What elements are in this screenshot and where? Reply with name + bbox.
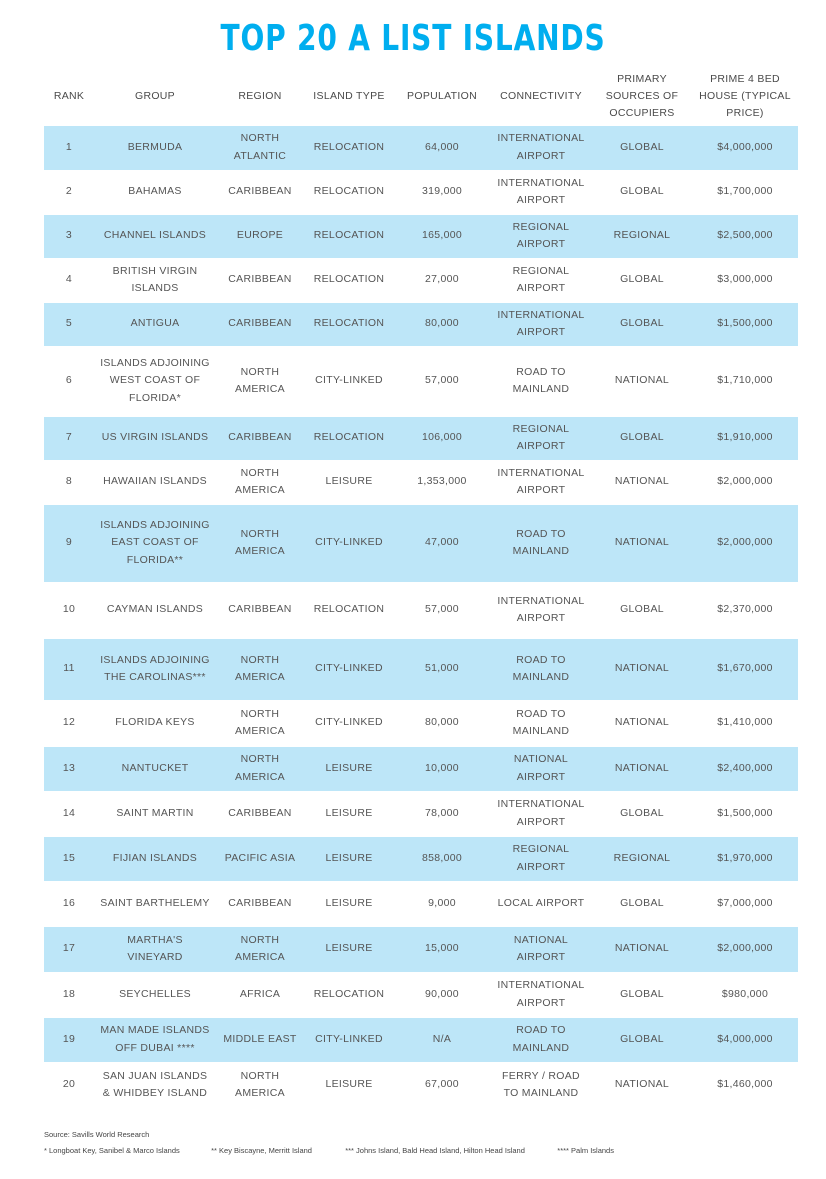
table-row xyxy=(44,926,798,972)
cell-island-type: CITY-LINKED xyxy=(304,504,394,582)
cell-connectivity: NATIONAL AIRPORT xyxy=(490,926,592,972)
cell-region: EUROPE xyxy=(216,214,304,258)
cell-connectivity: INTERNATIONAL AIRPORT xyxy=(490,170,592,214)
cell-rank: 10 xyxy=(44,582,94,638)
cell-population: 9,000 xyxy=(394,881,490,926)
cell-population: 80,000 xyxy=(394,302,490,346)
cell-group: ANTIGUA xyxy=(94,302,216,346)
cell-connectivity: FERRY / ROAD TO MAINLAND xyxy=(490,1062,592,1108)
cell-region: AFRICA xyxy=(216,972,304,1017)
cell-island-type: RELOCATION xyxy=(304,126,394,170)
cell-connectivity: ROAD TO MAINLAND xyxy=(490,504,592,582)
table-row xyxy=(44,258,798,302)
table-row xyxy=(44,638,798,700)
cell-price: $1,970,000 xyxy=(692,836,798,881)
cell-island-type: RELOCATION xyxy=(304,258,394,302)
table-row xyxy=(44,126,798,170)
cell-occupiers: NATIONAL xyxy=(592,1062,692,1108)
cell-group: SEYCHELLES xyxy=(94,972,216,1017)
cell-population: 78,000 xyxy=(394,791,490,836)
cell-rank: 7 xyxy=(44,416,94,460)
cell-population: 106,000 xyxy=(394,416,490,460)
cell-region: CARIBBEAN xyxy=(216,302,304,346)
cell-population: 64,000 xyxy=(394,126,490,170)
cell-island-type: LEISURE xyxy=(304,460,394,504)
cell-connectivity: REGIONAL AIRPORT xyxy=(490,258,592,302)
cell-island-type: RELOCATION xyxy=(304,972,394,1017)
cell-occupiers: NATIONAL xyxy=(592,504,692,582)
cell-population: 47,000 xyxy=(394,504,490,582)
cell-island-type: LEISURE xyxy=(304,746,394,791)
cell-connectivity: ROAD TO MAINLAND xyxy=(490,638,592,700)
cell-group: ISLANDS ADJOINING WEST COAST OF FLORIDA* xyxy=(94,346,216,416)
cell-population: 1,353,000 xyxy=(394,460,490,504)
cell-price: $2,500,000 xyxy=(692,214,798,258)
cell-island-type: RELOCATION xyxy=(304,582,394,638)
table-row xyxy=(44,170,798,214)
cell-island-type: RELOCATION xyxy=(304,170,394,214)
footnote-4: **** Palm Islands xyxy=(557,1146,614,1155)
cell-population: 10,000 xyxy=(394,746,490,791)
header-region: REGION xyxy=(238,89,282,102)
header-connectivity: CONNECTIVITY xyxy=(500,89,582,102)
cell-island-type: CITY-LINKED xyxy=(304,346,394,416)
cell-rank: 2 xyxy=(44,170,94,214)
cell-group: CHANNEL ISLANDS xyxy=(94,214,216,258)
cell-occupiers: NATIONAL xyxy=(592,746,692,791)
footnote-3: *** Johns Island, Bald Head Island, Hilton Head Island xyxy=(345,1146,525,1155)
cell-population: 57,000 xyxy=(394,346,490,416)
cell-group: BAHAMAS xyxy=(94,170,216,214)
cell-island-type: LEISURE xyxy=(304,836,394,881)
cell-occupiers: NATIONAL xyxy=(592,460,692,504)
cell-price: $4,000,000 xyxy=(692,126,798,170)
header-population: POPULATION xyxy=(407,89,477,102)
cell-price: $2,000,000 xyxy=(692,460,798,504)
source-note: Source: Savills World Research xyxy=(44,1130,150,1139)
table-row xyxy=(44,460,798,504)
cell-connectivity: INTERNATIONAL AIRPORT xyxy=(490,972,592,1017)
cell-connectivity: ROAD TO MAINLAND xyxy=(490,346,592,416)
cell-group: ISLANDS ADJOINING THE CAROLINAS*** xyxy=(94,638,216,700)
cell-population: 319,000 xyxy=(394,170,490,214)
cell-rank: 3 xyxy=(44,214,94,258)
cell-rank: 5 xyxy=(44,302,94,346)
cell-price: $3,000,000 xyxy=(692,258,798,302)
cell-occupiers: NATIONAL xyxy=(592,926,692,972)
cell-rank: 14 xyxy=(44,791,94,836)
cell-price: $4,000,000 xyxy=(692,1017,798,1062)
cell-occupiers: REGIONAL xyxy=(592,214,692,258)
cell-rank: 16 xyxy=(44,881,94,926)
cell-rank: 4 xyxy=(44,258,94,302)
cell-occupiers: GLOBAL xyxy=(592,126,692,170)
table-row xyxy=(44,1062,798,1108)
cell-connectivity: REGIONAL AIRPORT xyxy=(490,416,592,460)
cell-region: NORTH AMERICA xyxy=(216,746,304,791)
cell-rank: 18 xyxy=(44,972,94,1017)
cell-island-type: RELOCATION xyxy=(304,302,394,346)
cell-connectivity: ROAD TO MAINLAND xyxy=(490,1017,592,1062)
cell-price: $2,400,000 xyxy=(692,746,798,791)
cell-island-type: CITY-LINKED xyxy=(304,638,394,700)
header-island-type: ISLAND TYPE xyxy=(313,89,385,102)
cell-group: SAN JUAN ISLANDS & WHIDBEY ISLAND xyxy=(94,1062,216,1108)
table-row xyxy=(44,881,798,926)
cell-group: SAINT BARTHELEMY xyxy=(94,881,216,926)
footnotes xyxy=(44,1146,614,1155)
cell-population: 90,000 xyxy=(394,972,490,1017)
cell-rank: 15 xyxy=(44,836,94,881)
cell-group: US VIRGIN ISLANDS xyxy=(94,416,216,460)
cell-region: NORTH AMERICA xyxy=(216,460,304,504)
islands-table xyxy=(44,66,798,1109)
cell-rank: 12 xyxy=(44,700,94,746)
cell-island-type: RELOCATION xyxy=(304,214,394,258)
cell-population: 57,000 xyxy=(394,582,490,638)
cell-connectivity: REGIONAL AIRPORT xyxy=(490,836,592,881)
table-row xyxy=(44,302,798,346)
cell-connectivity: INTERNATIONAL AIRPORT xyxy=(490,126,592,170)
cell-region: MIDDLE EAST xyxy=(216,1017,304,1062)
cell-rank: 20 xyxy=(44,1062,94,1108)
cell-connectivity: INTERNATIONAL AIRPORT xyxy=(490,460,592,504)
cell-rank: 17 xyxy=(44,926,94,972)
cell-island-type: LEISURE xyxy=(304,1062,394,1108)
cell-group: ISLANDS ADJOINING EAST COAST OF FLORIDA** xyxy=(94,504,216,582)
cell-price: $7,000,000 xyxy=(692,881,798,926)
table-row xyxy=(44,836,798,881)
cell-region: NORTH AMERICA xyxy=(216,700,304,746)
cell-region: CARIBBEAN xyxy=(216,170,304,214)
cell-rank: 11 xyxy=(44,638,94,700)
table-row xyxy=(44,582,798,638)
cell-island-type: LEISURE xyxy=(304,926,394,972)
cell-price: $1,500,000 xyxy=(692,791,798,836)
cell-island-type: CITY-LINKED xyxy=(304,700,394,746)
table-row xyxy=(44,1017,798,1062)
cell-group: MAN MADE ISLANDS OFF DUBAI **** xyxy=(94,1017,216,1062)
cell-rank: 9 xyxy=(44,504,94,582)
footnote-2: ** Key Biscayne, Merritt Island xyxy=(211,1146,312,1155)
cell-occupiers: NATIONAL xyxy=(592,346,692,416)
cell-island-type: LEISURE xyxy=(304,881,394,926)
cell-occupiers: GLOBAL xyxy=(592,582,692,638)
cell-population: 15,000 xyxy=(394,926,490,972)
cell-connectivity: LOCAL AIRPORT xyxy=(490,881,592,926)
page-title: TOP 20 A LIST ISLANDS xyxy=(220,18,606,59)
table-row xyxy=(44,972,798,1017)
cell-rank: 8 xyxy=(44,460,94,504)
cell-occupiers: GLOBAL xyxy=(592,416,692,460)
cell-occupiers: GLOBAL xyxy=(592,258,692,302)
cell-price: $1,460,000 xyxy=(692,1062,798,1108)
cell-group: NANTUCKET xyxy=(94,746,216,791)
cell-population: 165,000 xyxy=(394,214,490,258)
cell-region: PACIFIC ASIA xyxy=(216,836,304,881)
cell-region: NORTH AMERICA xyxy=(216,926,304,972)
cell-occupiers: GLOBAL xyxy=(592,791,692,836)
cell-occupiers: GLOBAL xyxy=(592,302,692,346)
cell-occupiers: GLOBAL xyxy=(592,972,692,1017)
cell-occupiers: GLOBAL xyxy=(592,170,692,214)
cell-connectivity: ROAD TO MAINLAND xyxy=(490,700,592,746)
table-row xyxy=(44,700,798,746)
table-row xyxy=(44,791,798,836)
cell-rank: 6 xyxy=(44,346,94,416)
cell-population: 80,000 xyxy=(394,700,490,746)
cell-occupiers: NATIONAL xyxy=(592,638,692,700)
header-rank: RANK xyxy=(53,89,85,102)
cell-price: $2,370,000 xyxy=(692,582,798,638)
cell-island-type: RELOCATION xyxy=(304,416,394,460)
cell-population: 27,000 xyxy=(394,258,490,302)
cell-price: $1,670,000 xyxy=(692,638,798,700)
cell-connectivity: INTERNATIONAL AIRPORT xyxy=(490,791,592,836)
table-row xyxy=(44,346,798,416)
cell-occupiers: GLOBAL xyxy=(592,1017,692,1062)
table-row xyxy=(44,504,798,582)
cell-region: NORTH AMERICA xyxy=(216,504,304,582)
cell-group: MARTHA'S VINEYARD xyxy=(94,926,216,972)
cell-connectivity: REGIONAL AIRPORT xyxy=(490,214,592,258)
cell-rank: 1 xyxy=(44,126,94,170)
table-row xyxy=(44,416,798,460)
cell-region: NORTH AMERICA xyxy=(216,346,304,416)
header-price: PRIME 4 BED HOUSE (TYPICAL PRICE) xyxy=(699,72,791,119)
header-row xyxy=(44,66,798,126)
table-row xyxy=(44,746,798,791)
cell-region: CARIBBEAN xyxy=(216,258,304,302)
cell-price: $1,910,000 xyxy=(692,416,798,460)
cell-group: FIJIAN ISLANDS xyxy=(94,836,216,881)
cell-occupiers: NATIONAL xyxy=(592,700,692,746)
cell-region: CARIBBEAN xyxy=(216,791,304,836)
cell-rank: 13 xyxy=(44,746,94,791)
cell-price: $2,000,000 xyxy=(692,504,798,582)
cell-population: 67,000 xyxy=(394,1062,490,1108)
cell-island-type: LEISURE xyxy=(304,791,394,836)
header-group: GROUP xyxy=(134,89,175,102)
cell-region: CARIBBEAN xyxy=(216,881,304,926)
cell-population: N/A xyxy=(394,1017,490,1062)
cell-connectivity: INTERNATIONAL AIRPORT xyxy=(490,582,592,638)
cell-region: CARIBBEAN xyxy=(216,416,304,460)
cell-price: $980,000 xyxy=(692,972,798,1017)
cell-group: SAINT MARTIN xyxy=(94,791,216,836)
cell-occupiers: REGIONAL xyxy=(592,836,692,881)
cell-island-type: CITY-LINKED xyxy=(304,1017,394,1062)
cell-region: NORTH ATLANTIC xyxy=(216,126,304,170)
cell-price: $2,000,000 xyxy=(692,926,798,972)
cell-region: NORTH AMERICA xyxy=(216,638,304,700)
cell-price: $1,710,000 xyxy=(692,346,798,416)
cell-group: CAYMAN ISLANDS xyxy=(94,582,216,638)
cell-price: $1,700,000 xyxy=(692,170,798,214)
cell-population: 51,000 xyxy=(394,638,490,700)
cell-connectivity: INTERNATIONAL AIRPORT xyxy=(490,302,592,346)
cell-region: NORTH AMERICA xyxy=(216,1062,304,1108)
cell-group: BRITISH VIRGIN ISLANDS xyxy=(94,258,216,302)
cell-price: $1,410,000 xyxy=(692,700,798,746)
cell-group: BERMUDA xyxy=(94,126,216,170)
cell-price: $1,500,000 xyxy=(692,302,798,346)
footer xyxy=(44,1130,614,1155)
cell-occupiers: GLOBAL xyxy=(592,881,692,926)
cell-connectivity: NATIONAL AIRPORT xyxy=(490,746,592,791)
header-occupiers: PRIMARY SOURCES OF OCCUPIERS xyxy=(605,72,679,119)
cell-population: 858,000 xyxy=(394,836,490,881)
cell-rank: 19 xyxy=(44,1017,94,1062)
cell-group: FLORIDA KEYS xyxy=(94,700,216,746)
cell-region: CARIBBEAN xyxy=(216,582,304,638)
table-row xyxy=(44,214,798,258)
footnote-1: * Longboat Key, Sanibel & Marco Islands xyxy=(44,1146,180,1155)
cell-group: HAWAIIAN ISLANDS xyxy=(94,460,216,504)
